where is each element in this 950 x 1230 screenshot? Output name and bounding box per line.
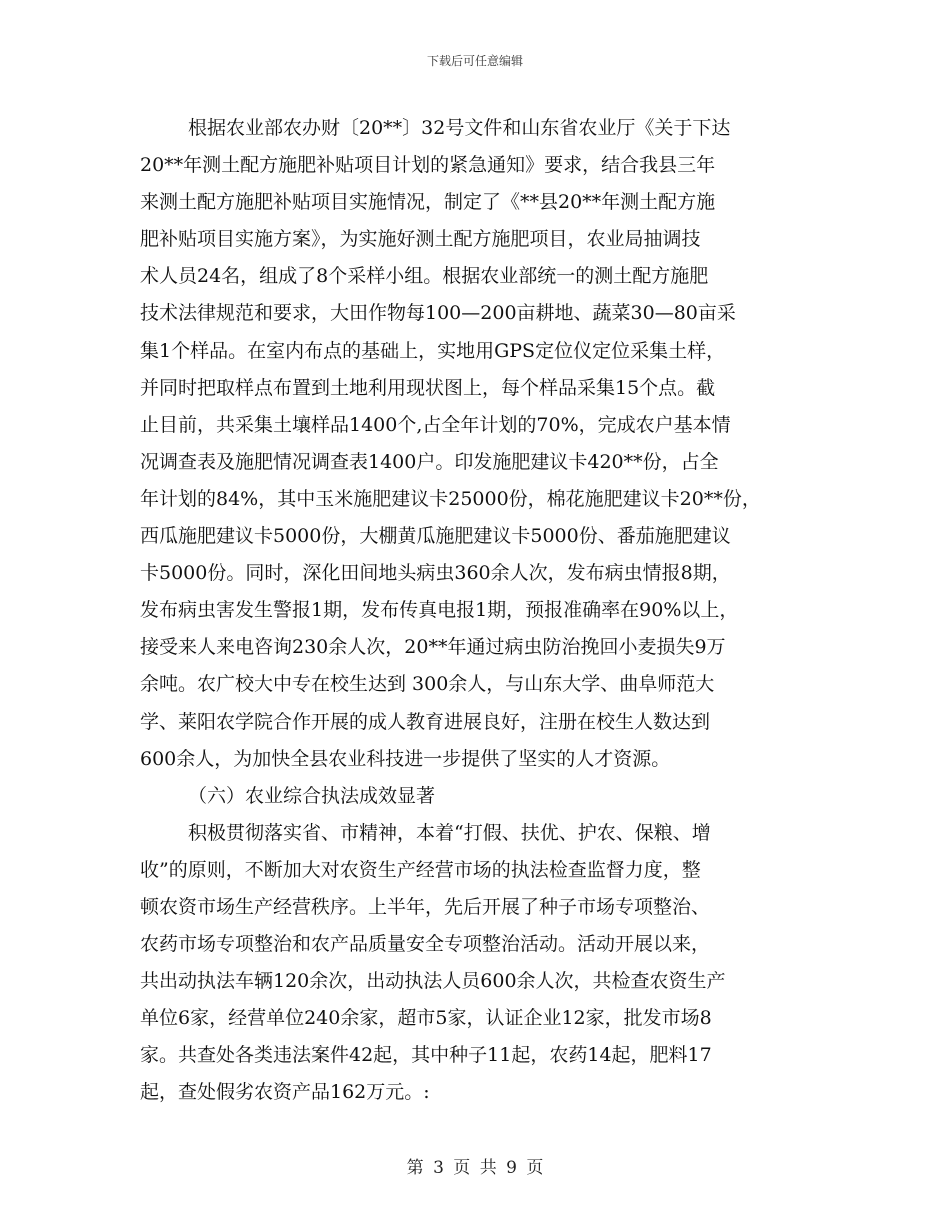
paragraph-line: 况调查表及施肥情况调查表1400户。印发施肥建议卡420**份，占全 [140, 450, 719, 473]
paragraph-line: 并同时把取样点布置到土地利用现状图上，每个样品采集15个点。截 [140, 376, 716, 399]
paragraph-line: 来测土配方施肥补贴项目实施情况，制定了《**县20**年测土配方施 [140, 191, 716, 214]
paragraph-line: 农药市场专项整治和农产品质量安全专项整治活动。活动开展以来， [140, 933, 711, 956]
paragraph-line: 起，查处假劣农资产品162万元。: [140, 1081, 430, 1104]
paragraph-line: 余吨。农广校大中专在校生达到 300余人，与山东大学、曲阜师范大 [140, 673, 715, 696]
paragraph-line: 积极贯彻落实省、市精神，本着“打假、扶优、护农、保粮、增 [188, 821, 711, 844]
page-header: 下载后可任意编辑 [426, 54, 523, 68]
paragraph-line: 600余人，为加快全县农业科技进一步提供了坚实的人才资源。 [140, 747, 671, 770]
paragraph-line: 根据农业部农办财〔20**〕32号文件和山东省农业厅《关于下达 [188, 117, 731, 139]
paragraph-line: 西瓜施肥建议卡5000份，大棚黄瓜施肥建议卡5000份、番茄施肥建议 [140, 525, 731, 548]
paragraph-line: 集1个样品。在室内布点的基础上，实地用GPS定位仪定位采集土样， [140, 339, 726, 362]
paragraph-line: 家。共查处各类违法案件42起，其中种子11起，农药14起，肥料17 [140, 1044, 712, 1067]
paragraph-line: 20**年测土配方施肥补贴项目计划的紧急通知》要求，结合我县三年 [140, 154, 716, 177]
paragraph-line: 接受来人来电咨询230余人次，20**年通过病虫防治挽回小麦损失9万 [140, 636, 726, 659]
paragraph-line: 共出动执法车辆120余次，出动执法人员600余人次，共检查农资生产 [140, 970, 726, 993]
paragraph-line: 术人员24名，组成了8个采样小组。根据农业部统一的测土配方施肥 [140, 265, 709, 288]
paragraph-line: 单位6家，经营单位240余家，超市5家，认证企业12家，批发市场8 [140, 1007, 712, 1030]
paragraph-line: 止目前，共采集土壤样品1400个,占全年计划的70%，完成农户基本情 [140, 413, 731, 436]
paragraph-line: 收”的原则，不断加大对农资生产经营市场的执法检查监督力度，整 [140, 858, 701, 881]
page-number: 第 3 页 共 9 页 [406, 1158, 544, 1178]
paragraph-line: 技术法律规范和要求，大田作物每100—200亩耕地、蔬菜30—80亩采 [140, 302, 736, 325]
section-heading: （六）农业综合执法成效显著 [188, 784, 436, 807]
paragraph-line: 顿农资市场生产经营秩序。上半年，先后开展了种子市场专项整治、 [140, 895, 711, 918]
paragraph-line: 卡5000份。同时，深化田间地头病虫360余人次，发布病虫情报8期， [140, 562, 731, 585]
paragraph-line: 发布病虫害发生警报1期，发布传真电报1期，预报准确率在90%以上， [140, 599, 739, 622]
paragraph-line: 学、莱阳农学院合作开展的成人教育进展良好，注册在校生人数达到 [140, 710, 711, 733]
paragraph-line: 肥补贴项目实施方案》，为实施好测土配方施肥项目，农业局抽调技 [140, 228, 701, 251]
document-body [140, 110, 840, 1112]
paragraph-line: 年计划的84%，其中玉米施肥建议卡25000份，棉花施肥建议卡20**份， [140, 487, 761, 510]
